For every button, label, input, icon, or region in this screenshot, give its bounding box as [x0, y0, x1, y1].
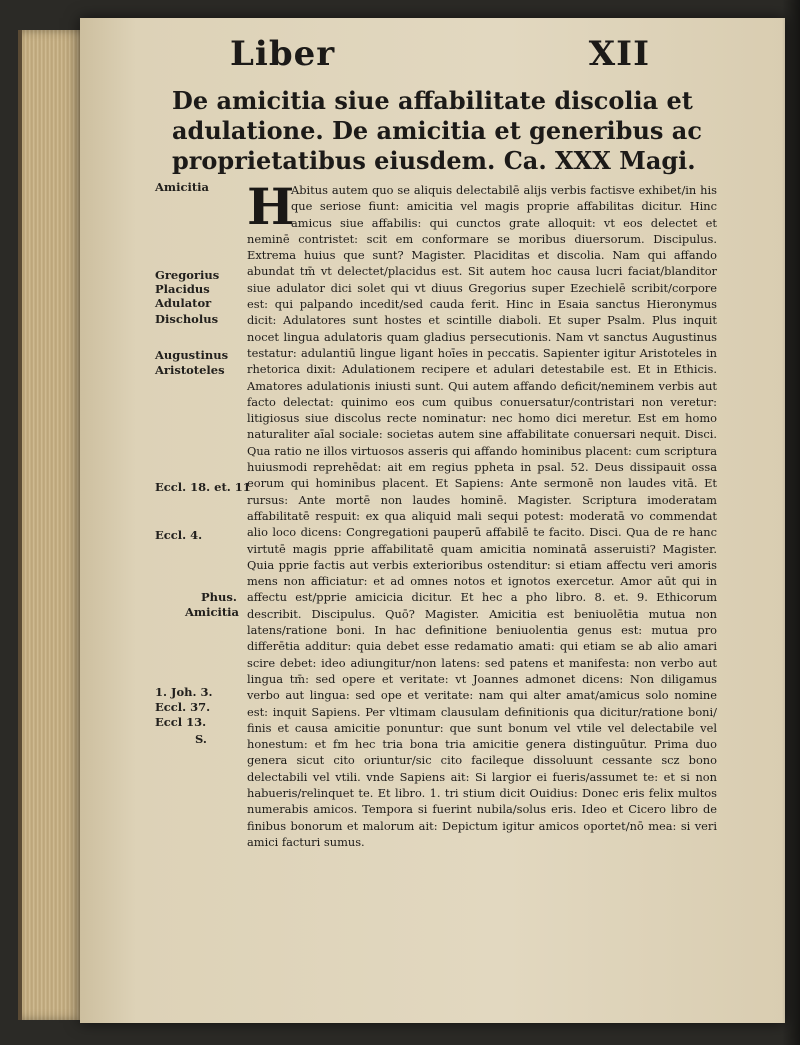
margin-note: Aristoteles: [155, 363, 225, 377]
body-paragraph: Abitus autem quo se aliquis delectabilē alijs verbis factisve exhibet/in his que seriose fiunt: amicitia vel magis proprie affabilitas dicitur. Hinc amicus siue affabilis: qui cunctos grate alloquit: vt eos delectet et neminē contristet: scit em conformare se moribus diuersorum. Discipulus. Extrema huius que sunt? Magister. Placiditas et discolia. Nam qui affando abundat tm̄ vt delectet/placidus est. Sit autem hoc causa lucri faciat/blanditor siue adulator dici solet qui vt diuus Gregorius super Ezechielē scribit/corpore est: qui palpando incedit/sed cauda ferit. Hinc in Esaia sanctus Hieronymus dicit: Adulatores sunt hostes et scintille diaboli. Et super Psalm. Plus inquit nocet lingua adulatoris quam gladius persecutionis. Nam vt sanctus Augustinus testatur: adulantiū lingue ligant hoīes in peccatis. Sapienter igitur Aristoteles in rhetorica dixit: Adulationem recipere et adulari detestabile est. Et in Ethicis. Amatores adulationis iniusti sunt. Qui autem affando deficit/neminem verbis aut facto delectat: quinimo eos cum quibus conuersatur/contristari non veretur: litigiosus siue discolus recte nominatur: nec homo dici meretur. Est em homo naturaliter aīal sociale: societas autem sine affabilitate conuersari nequit. Disci. Qua ratio ne illos virtuosos asseris qui affando hominibus placent: cum scriptura huiusmodi reprehēdat: ait em regius ppheta in psal. 52. Deus dissipauit ossa eorum qui hominibus placent. Et Sapiens: Ante sermonē non laudes vitā. Et rursus: Ante mortē non laudes hominē. Magister. Scriptura imoderatam affabilitatē respuit: ex qua aliquid mali sequi potest: moderatā vo commendat alio loco dicens: Congregationi pauperū affabilē te facito. Disci. Qua de re hanc virtutē magis pprie affabilitatē quam amicitia nominatā asseruisti? Magister. Quia pprie factis aut verbis exterioribus ostenditur: si etiam affectu veri amoris mens non afficiatur: et ad omnes notos et ignotos exercetur. Amor aūt qui in affectu est/pprie amicicia dicitur. Et hec a pho libro. 8. et. 9. Ethicorum describit. Discipulus. Quō? Magister. Amicitia est beniuolētia mutua non latens/ratione boni. In hac definitione beniuolentia genus est: mutua pro differētia additur: quia debet esse redamatio amati: qui etiam se ab alio amari scire debet: ideo adiungitur/non latens: sed patens et manifesta: non verbo aut lingua tm̄: sed opere et veritate: vt Joannes admonet dicens: Non diligamus verbo aut lingua: sed ope et veritate: nam qui alter amat/amicus solo nomine est: inquit Sapiens. Per vltimam clausulam definitionis qua dicitur/ratione boni/ finis et causa amicitie ponuntur: que sunt bonum vel vtile vel delectabile vel honestum: et fm hec tria bona tria amicitie genera distinguūtur. Prima duo genera sicut cito oriuntur/sic cito facileque dissoluunt cessante scz bono delectabili vel vtili. vnde Sapiens ait: Si largior ei fueris/assumet te: et si non habueris/relinquet te. Et libro. 1. tri stium dicit Ouidius: Donec eris felix multos numerabis amicos. Tempora si fuerint nubila/solus eris. Ideo et Cicero libro de finibus bonorum et malorum ait: Depictum igitur amicos oportet/nō mea: si veri amici facturi sumus.: [247, 183, 717, 849]
margin-note: Augustinus: [155, 348, 229, 362]
running-head-book: Liber: [230, 34, 336, 74]
running-head-number: XII: [588, 34, 650, 74]
margin-note: Amicitia: [185, 605, 239, 619]
margin-note: 1. Joh. 3.: [155, 685, 213, 699]
margin-note: Phus.: [201, 590, 237, 604]
margin-note: S.: [195, 732, 207, 746]
margin-note: Eccl. 37.: [155, 700, 211, 714]
margin-note: Discholus: [155, 312, 219, 326]
chapter-body: [247, 177, 717, 850]
margin-note: Adulator: [155, 296, 212, 310]
running-head: [230, 34, 650, 74]
chapter-title: De amicitia siue affabilitate discolia et adulatione. De amicitia et generibus ac proprietatibus eiusdem. Ca. XXX Magi.: [172, 86, 702, 175]
margin-note: Placidus: [155, 282, 210, 296]
margin-note: Eccl. 18. et. 11: [155, 480, 251, 494]
margin-note: Eccl 13.: [155, 715, 207, 729]
margin-note: Eccl. 4.: [155, 528, 203, 542]
margin-note: Gregorius: [155, 268, 220, 282]
page-shadow: [782, 0, 800, 1045]
initial-letter: H: [247, 177, 295, 236]
margin-note: Amicitia: [155, 180, 209, 194]
